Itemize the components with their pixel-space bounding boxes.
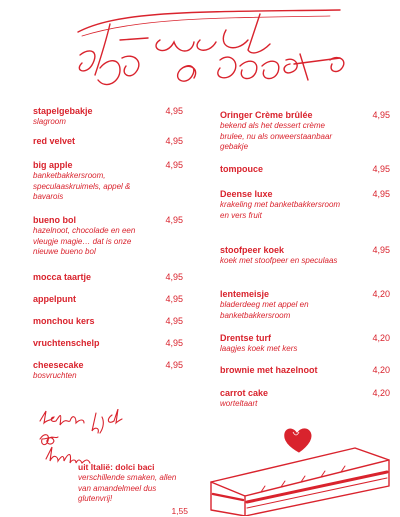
item-price: 4,95 bbox=[165, 106, 183, 116]
cake-slice-illustration bbox=[205, 420, 395, 516]
item-name: red velvet bbox=[33, 136, 76, 146]
item-price: 4,95 bbox=[165, 338, 183, 348]
menu-item-mocca-taartje bbox=[33, 272, 183, 294]
item-price: 4,20 bbox=[372, 388, 390, 398]
note-title: uit Italië: dolci baci bbox=[78, 462, 155, 472]
menu-item-deense-luxe bbox=[220, 189, 390, 245]
item-price: 4,95 bbox=[165, 272, 183, 282]
header-lettering bbox=[0, 0, 400, 100]
item-name: Oringer Crème brûlée bbox=[220, 110, 313, 120]
note-price: 1,55 bbox=[171, 505, 188, 516]
item-price: 4,20 bbox=[372, 289, 390, 299]
menu-item-cheesecake bbox=[33, 360, 183, 384]
item-price: 4,20 bbox=[372, 333, 390, 343]
item-name: cheesecake bbox=[33, 360, 84, 370]
item-description: banketbakkersroom, speculaaskruimels, appel & bavarois bbox=[33, 171, 131, 201]
item-name: tompouce bbox=[220, 164, 264, 174]
promo-note-dolci-baci bbox=[78, 462, 188, 516]
item-name: bueno bol bbox=[33, 215, 76, 225]
menu-item-big-apple bbox=[33, 160, 183, 215]
item-description: worteltaart bbox=[220, 399, 258, 408]
item-price: 4,95 bbox=[372, 189, 390, 199]
handwritten-note-lettering bbox=[36, 409, 126, 469]
item-price: 4,95 bbox=[372, 164, 390, 174]
item-description: bosvruchten bbox=[33, 371, 77, 380]
item-name: Drentse turf bbox=[220, 333, 272, 343]
menu-item-lentemeisje bbox=[220, 289, 390, 333]
menu-item-red-velvet bbox=[33, 136, 183, 160]
item-name: lentemeisje bbox=[220, 289, 270, 299]
item-name: stoofpeer koek bbox=[220, 245, 285, 255]
item-description: bladerdeeg met appel en banketbakkersroom bbox=[220, 300, 309, 320]
item-name: vruchtenschelp bbox=[33, 338, 100, 348]
menu-item-monchou-kers bbox=[33, 316, 183, 338]
item-price: 4,95 bbox=[165, 294, 183, 304]
item-price: 4,95 bbox=[165, 360, 183, 370]
item-name: big apple bbox=[33, 160, 73, 170]
item-price: 4,95 bbox=[165, 160, 183, 170]
item-name: Deense luxe bbox=[220, 189, 273, 199]
item-name: brownie met hazelnoot bbox=[220, 365, 318, 375]
item-description: hazelnoot, chocolade en een vleugje magie… dat is onze nieuwe bueno bol bbox=[33, 226, 136, 256]
item-price: 4,95 bbox=[372, 245, 390, 255]
menu-item-appelpunt bbox=[33, 294, 183, 316]
menu-item-bueno-bol bbox=[33, 215, 183, 272]
menu-item-drentse-turf bbox=[220, 333, 390, 365]
menu-item-stoofpeer-koek bbox=[220, 245, 390, 289]
item-description: krakeling met banketbakkersroom en vers fruit bbox=[220, 200, 341, 220]
item-price: 4,95 bbox=[165, 215, 183, 225]
item-description: bekend als het dessert crème brulee, nu als onweerstaanbaar gebakje bbox=[220, 121, 333, 151]
item-description: slagroom bbox=[33, 117, 66, 126]
menu-column-right bbox=[220, 110, 390, 412]
item-price: 4,20 bbox=[372, 365, 390, 375]
menu-item-carrot-cake bbox=[220, 388, 390, 412]
item-description: laagjes koek met kers bbox=[220, 344, 298, 353]
item-price: 4,95 bbox=[372, 110, 390, 120]
item-name: monchou kers bbox=[33, 316, 95, 326]
item-price: 4,95 bbox=[165, 136, 183, 146]
heart-icon bbox=[285, 429, 311, 452]
item-name: appelpunt bbox=[33, 294, 76, 304]
item-name: mocca taartje bbox=[33, 272, 92, 282]
item-name: carrot cake bbox=[220, 388, 269, 398]
item-description: koek met stoofpeer en speculaas bbox=[220, 256, 338, 265]
item-name: stapelgebakje bbox=[33, 106, 93, 116]
menu-item-stapelgebakje bbox=[33, 106, 183, 136]
menu-item-vruchtenschelp bbox=[33, 338, 183, 360]
menu-column-left bbox=[33, 106, 183, 384]
menu-item-tompouce bbox=[220, 164, 390, 189]
note-description: verschillende smaken, allen van amandelmeel dus glutenvrij! bbox=[78, 473, 177, 503]
menu-item-brownie-met-hazelnoot bbox=[220, 365, 390, 388]
menu-item-oringer-creme-brulee bbox=[220, 110, 390, 164]
item-price: 4,95 bbox=[165, 316, 183, 326]
